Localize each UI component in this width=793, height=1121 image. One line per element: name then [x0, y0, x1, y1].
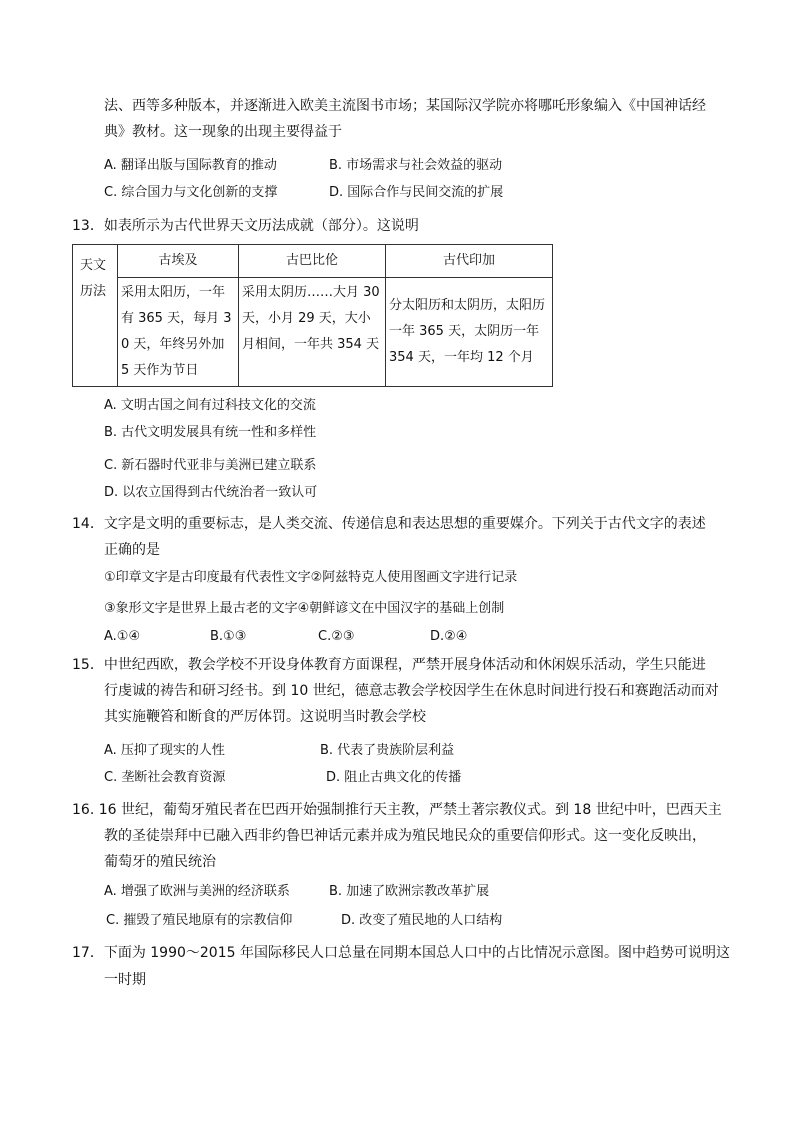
- q15-option-d[interactable]: D. 阻止古典文化的传播: [326, 770, 462, 785]
- q15-stem-line2: 行虔诚的祷告和研习经书。到 10 世纪，德意志教会学校因学生在休息时间进行投石和赛跑活动而对: [104, 683, 719, 699]
- q13-option-b[interactable]: B. 古代文明发展具有统一性和多样性: [104, 425, 317, 440]
- q12-option-d[interactable]: D. 国际合作与民间交流的扩展: [329, 185, 504, 200]
- q16-stem-line2: 教的圣徒崇拜中已融入西非约鲁巴神话元素并成为殖民地民众的重要信仰形式。这一变化反映出，: [104, 828, 706, 844]
- q16-option-b[interactable]: B. 加速了欧洲宗教改革扩展: [329, 884, 490, 899]
- q13-option-c[interactable]: C. 新石器时代亚非与美洲已建立联系: [104, 458, 317, 473]
- q12-option-b[interactable]: B. 市场需求与社会效益的驱动: [329, 158, 503, 173]
- q13-stem: 13．如表所示为古代世界天文历法成就（部分）。这说明: [72, 218, 419, 234]
- q13-option-d[interactable]: D. 以农立国得到古代统治者一致认可: [104, 485, 318, 500]
- q17-stem-line1: 17．下面为 1990～2015 年国际移民人口总量在同期本国总人口中的占比情况示意图。图中趋势可说明这: [72, 945, 730, 961]
- q15-option-c[interactable]: C. 垄断社会教育资源: [104, 770, 226, 785]
- q13-option-a[interactable]: A. 文明古国之间有过科技文化的交流: [104, 398, 316, 413]
- table-cell-egypt: 采用太阳历，一年有 365 天，每月 30 天，年终另外加 5 天作为节日: [118, 278, 239, 387]
- table-cell-babylon: 采用太阴历……大月 30 天，小月 29 天，大小月相间，一年共 354 天: [239, 278, 386, 387]
- astronomy-calendar-table: [72, 244, 553, 387]
- q15-stem-line1: 15．中世纪西欧，教会学校不开设身体教育方面课程，严禁开展身体活动和休闲娱乐活动，学生只能进: [72, 657, 706, 673]
- q14-statements-1: ①印章文字是古印度最有代表性文字②阿兹特克人使用图画文字进行记录: [104, 570, 518, 585]
- q14-option-a[interactable]: A.①④: [104, 629, 141, 644]
- q14-option-c[interactable]: C.②③: [318, 629, 355, 644]
- q12-option-a[interactable]: A. 翻译出版与国际教育的推动: [104, 158, 277, 173]
- q15-stem-line3: 其实施鞭笞和断食的严厉体罚。这说明当时教会学校: [104, 709, 426, 725]
- q15-option-b[interactable]: B. 代表了贵族阶层利益: [320, 743, 455, 758]
- q16-stem-line3: 葡萄牙的殖民统治: [104, 854, 216, 870]
- q14-stem-line1: 14．文字是文明的重要标志，是人类交流、传递信息和表达思想的重要媒介。下列关于古代文字的表述: [72, 516, 706, 532]
- q16-option-d[interactable]: D. 改变了殖民地的人口结构: [341, 913, 503, 928]
- table-header-inca: 古代印加: [386, 245, 553, 278]
- q12-stem-line1: 法、西等多种版本，并逐渐进入欧美主流图书市场；某国际汉学院亦将哪吒形象编入《中国神话经: [104, 98, 706, 114]
- table-header-egypt: 古埃及: [118, 245, 239, 278]
- table-header-babylon: 古巴比伦: [239, 245, 386, 278]
- q16-stem-line1: 16. 16 世纪，葡萄牙殖民者在巴西开始强制推行天主教，严禁土著宗教仪式。到 18 世纪中叶，巴西天主: [72, 802, 722, 818]
- q12-stem-line2: 典》教材。这一现象的出现主要得益于: [104, 124, 342, 140]
- q14-option-d[interactable]: D.②④: [430, 629, 468, 644]
- table-side-label: 天文历法: [73, 245, 118, 387]
- q15-option-a[interactable]: A. 压抑了现实的人性: [104, 743, 225, 758]
- q12-option-c[interactable]: C. 综合国力与文化创新的支撑: [104, 185, 278, 200]
- table-cell-inca: 分太阳历和太阴历，太阳历一年 365 天，太阴历一年 354 天，一年均 12 个月: [386, 278, 553, 387]
- q17-stem-line2: 一时期: [104, 972, 146, 988]
- q14-option-b[interactable]: B.①③: [210, 629, 247, 644]
- q16-option-a[interactable]: A. 增强了欧洲与美洲的经济联系: [104, 884, 290, 899]
- q14-stem-line2: 正确的是: [104, 542, 160, 558]
- q16-option-c[interactable]: C. 摧毁了殖民地原有的宗教信仰: [106, 913, 293, 928]
- q14-statements-2: ③象形文字是世界上最古老的文字④朝鲜谚文在中国汉字的基础上创制: [104, 601, 505, 616]
